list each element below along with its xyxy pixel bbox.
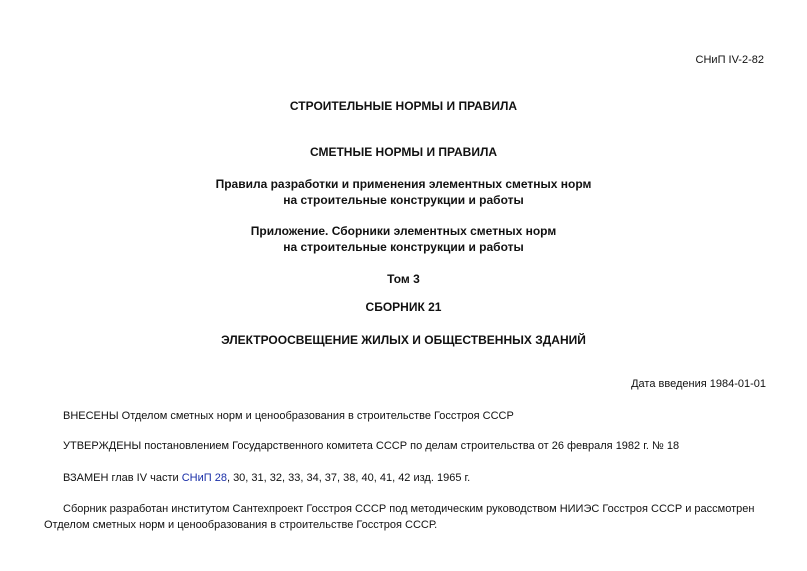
replaces-text-after: , 30, 31, 32, 33, 34, 37, 38, 40, 41, 42 изд. 1965 г.	[226, 472, 471, 484]
submitted-label: ВНЕСЕНЫ	[63, 410, 119, 422]
rules-title-line-2: на строительные конструкции и работы	[283, 193, 524, 207]
subject-title: ЭЛЕКТРООСВЕЩЕНИЕ ЖИЛЫХ И ОБЩЕСТВЕННЫХ ЗДАНИЙ	[221, 333, 586, 347]
main-title: СТРОИТЕЛЬНЫЕ НОРМЫ И ПРАВИЛА	[289, 99, 518, 113]
approved-label: УТВЕРЖДЕНЫ	[63, 440, 142, 452]
developed-paragraph-line-2: Отделом сметных норм и ценообразования в строительстве Госстроя СССР.	[44, 519, 438, 531]
replaces-text-before: глав IV части	[108, 472, 182, 484]
document-code: СНиП IV-2-82	[695, 54, 764, 66]
snip-28-link[interactable]: СНиП 28	[181, 472, 227, 484]
appendix-title-line-1: Приложение. Сборники элементных сметных норм	[250, 224, 557, 238]
rules-title-line-1: Правила разработки и применения элементных сметных норм	[215, 177, 592, 191]
replaces-label: ВЗАМЕН	[63, 472, 109, 484]
volume-title: Том 3	[387, 272, 420, 286]
approved-text: постановлением Государственного комитета СССР по делам строительства от 26 февраля 1982 г. № 18	[141, 440, 680, 452]
submitted-text: Отделом сметных норм и ценообразования в строительстве Госстроя СССР	[118, 410, 514, 422]
collection-title: СБОРНИК 21	[365, 300, 442, 314]
developed-paragraph-line-1: Сборник разработан институтом Сантехпроект Госстроя СССР под методическим руководством НИИЭС Госстроя СССР и рассмотрен	[63, 503, 755, 515]
replaces-paragraph	[63, 472, 470, 484]
section-title: СМЕТНЫЕ НОРМЫ И ПРАВИЛА	[309, 145, 498, 159]
submitted-paragraph	[63, 410, 514, 422]
approved-paragraph	[63, 440, 679, 452]
appendix-title-line-2: на строительные конструкции и работы	[283, 240, 524, 254]
introduction-date: Дата введения 1984-01-01	[631, 378, 766, 390]
